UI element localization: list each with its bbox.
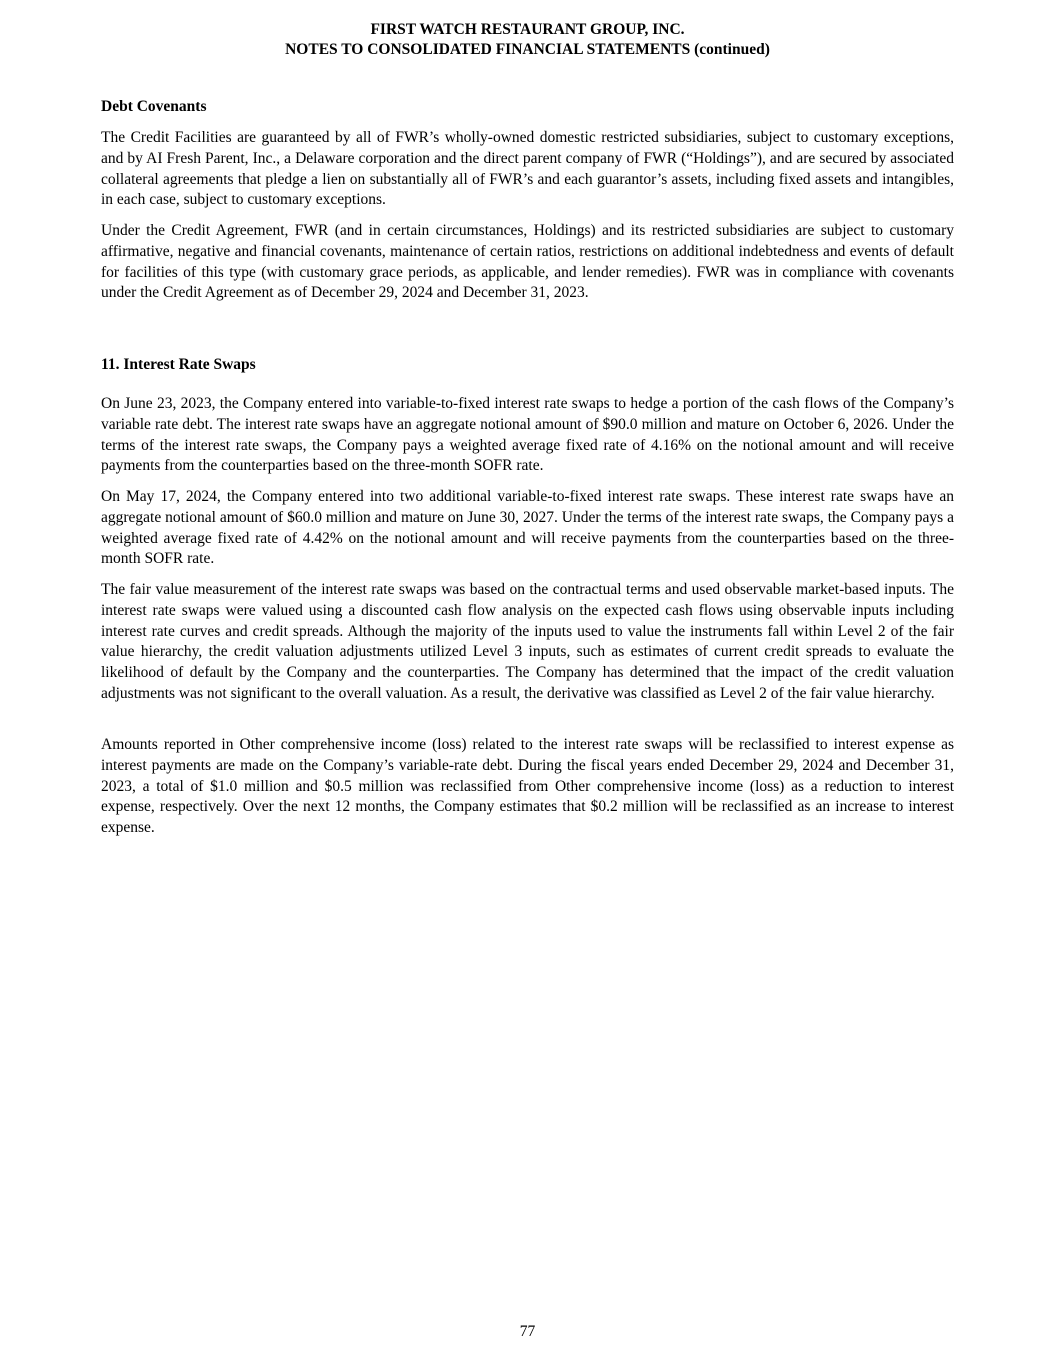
section-heading-debt-covenants: Debt Covenants [101,98,207,115]
paragraph-swaps-2024: On May 17, 2024, the Company entered into two additional variable-to-fixed interest rate swaps. These interest rate swaps have an aggregate notional amount of $60.0 million and mature on June 30, 2027. Under the terms of the interest rate swaps, the Company pays a weighted average fixed rate of 4.42% on the notional amount and will receive payments from the counterparties based on the three-month SOFR rate. [101,488,954,568]
paragraph-credit-agreement-covenants: Under the Credit Agreement, FWR (and in certain circumstances, Holdings) and its restricted subsidiaries are subject to customary affirmative, negative and financial covenants, maintenance of certain ratios, restrictions on additional indebtedness and events of default for facilities of this type (with customary grace periods, as applicable, and lender remedies). FWR was in compliance with covenants under the Credit Agreement as of December 29, 2024 and December 31, 2023. [101,222,954,302]
notes-subtitle: NOTES TO CONSOLIDATED FINANCIAL STATEMENTS (continued) [285,41,770,58]
paragraph-fair-value-measurement: The fair value measurement of the interest rate swaps was based on the contractual terms and used observable market-based inputs. The interest rate swaps were valued using a discounted cash flow analysis on the expected cash flows using observable inputs including interest rate curves and credit spreads. Although the majority of the inputs used to value the instruments fall within Level 2 of the fair value hierarchy, the credit valuation adjustments utilized Level 3 inputs, such as estimates of current credit spreads to evaluate the likelihood of default by the Company and the counterparties. The Company has determined that the impact of the credit valuation adjustments was not significant to the overall valuation. As a result, the derivative was classified as Level 2 of the fair value hierarchy. [101,581,954,702]
company-header: FIRST WATCH RESTAURANT GROUP, INC. [370,21,685,38]
paragraph-swaps-2023: On June 23, 2023, the Company entered into variable-to-fixed interest rate swaps to hedge a portion of the cash flows of the Company’s variable rate debt. The interest rate swaps have an aggregate notional amount of $90.0 million and mature on October 6, 2026. Under the terms of the interest rate swaps, the Company pays a weighted average fixed rate of 4.16% on the notional amount and will receive payments from the counterparties based on the three-month SOFR rate. [101,395,954,475]
section-heading-interest-rate-swaps: 11. Interest Rate Swaps [101,356,256,373]
paragraph-oci-reclassification: Amounts reported in Other comprehensive income (loss) related to the interest rate swaps will be reclassified to interest expense as interest payments are made on the Company’s variable-rate debt. During the fiscal years ended December 29, 2024 and December 31, 2023, a total of $1.0 million and $0.5 million was reclassified from Other comprehensive income (loss) as a reduction to interest expense, respectively. Over the next 12 months, the Company estimates that $0.2 million will be reclassified as an increase to interest expense. [101,736,954,837]
paragraph-credit-facilities-guarantee: The Credit Facilities are guaranteed by all of FWR’s wholly-owned domestic restricted subsidiaries, subject to customary exceptions, and by AI Fresh Parent, Inc., a Delaware corporation and the direct parent company of FWR (“Holdings”), and are secured by associated collateral agreements that pledge a lien on substantially all of FWR’s and each guarantor’s assets, including fixed assets and intangibles, in each case, subject to customary exceptions. [101,129,954,209]
page-number: 77 [519,1323,536,1340]
